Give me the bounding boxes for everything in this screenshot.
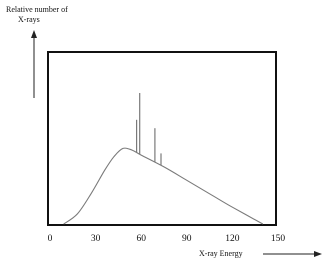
plot-frame <box>48 52 276 225</box>
y-axis-title-line-2: X-rays <box>18 15 40 24</box>
x-tick-label-30: 30 <box>90 234 101 244</box>
x-tick-labels <box>48 234 286 244</box>
x-tick-label-150: 150 <box>270 234 286 244</box>
y-axis-arrowhead <box>31 30 37 38</box>
plot-area <box>64 93 263 224</box>
x-tick-label-120: 120 <box>225 234 240 244</box>
x-axis-arrowhead <box>314 251 322 257</box>
x-tick-label-0: 0 <box>47 234 53 244</box>
y-axis-title-line-1: Relative number of <box>6 5 68 14</box>
x-tick-label-60: 60 <box>136 234 146 244</box>
bremsstrahlung-curve <box>64 148 263 224</box>
x-tick-label-90: 90 <box>182 234 192 244</box>
x-axis-title: X-ray Energy <box>199 249 243 258</box>
